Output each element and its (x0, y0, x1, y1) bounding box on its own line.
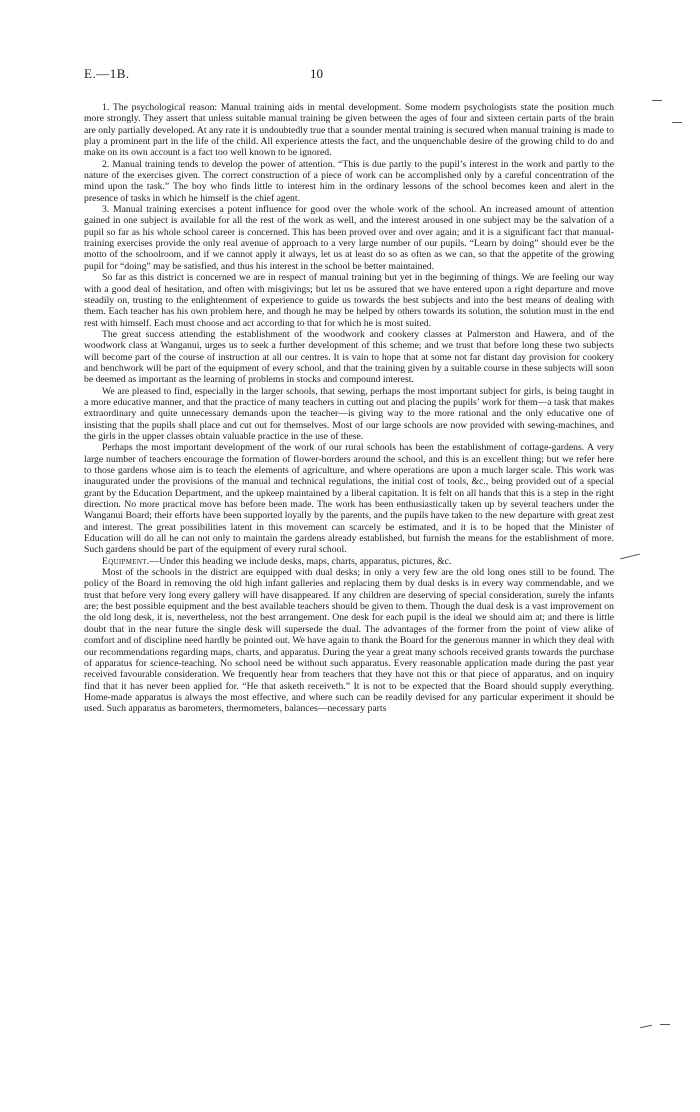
margin-mark (620, 554, 640, 560)
paragraph-desks-apparatus: Most of the schools in the district are equipped with dual desks; in only a very few are the old long ones still to be found. The policy of the Board in removing the old high infant galleries and replacing them by dual desks is in every way commendable, and we trust that before very long every gallery will have disappeared. If any children are deserving of special consideration, surely the infants are; the best possible equipment and the best available teachers should be given to them. Though the dual desk is a vast improvement on the old long desk, it is, nevertheless, not the best arrangement. One desk for each pupil is the ideal we should aim at; and there is little doubt that in the near future the single desk will supersede the dual. The advantages of the former from the point of view alike of comfort and of discipline need hardly be pointed out. We have again to thank the Board for the generous manner in which they deal with our recommendations regarding maps, charts, and apparatus. During the year a great many schools received grants towards the purchase of apparatus for science-teaching. No school need be without such apparatus. Every reasonable application made during the past year received favourable consideration. We frequently hear from teachers that they have not this or that piece of apparatus, and on inquiry find that it has never been applied for. “He that asketh receiveth.” It is not to be expected that the Board should supply everything. Home-made apparatus is always the most effective, and where such can be readily devised for any particular experiment it should be used. Such apparatus as barometers, thermometers, balances—necessary parts (84, 567, 614, 715)
paragraph-attention: 2. Manual training tends to develop the power of attention. “This is due partly to the pupil’s interest in the work and partly to the nature of the exercises given. The correct construction of a piece of work can be accomplished only by a careful concentration of the mind upon the task.” The boy who finds little to interest him in the ordinary lessons of the school becomes keen and alert in the presence of tasks in which he himself is the chief agent. (84, 158, 614, 204)
paragraph-cottage-gardens: Perhaps the most important development of the work of our rural schools has been the establishment of cottage-gardens. A very large number of teachers encourage the formation of flower-borders around the school, and this is an excellent thing; but we refer here to those gardens whose aim is to teach the elements of agriculture, and where operations are upon a much larger scale. This work was inaugurated under the provisions of the manual and technical regulations, the initial cost of tools, &c., being provided out of a special grant by the Education Department, and the upkeep maintained by a liberal capitation. It is felt on all hands that this is a step in the right direction. No more practical move has before been made. The work has been enthusiastically taken up by several teachers under the Wanganui Board; their efforts have been supported loyally by the parents, and the pupils have taken to the new departure with great zest and interest. The great possibilities latent in this movement can scarcely be estimated, and it is to be hoped that the Minister of Education will do all he can not only to maintain the gardens already established, but furnish the means for the establishment of more. Such gardens should be part of the equipment of every rural school. (84, 442, 614, 556)
paragraph-psychological-reason: 1. The psychological reason: Manual training aids in mental development. Some modern psychologists state the position much more strongly. They assert that unless suitable manual training be given between the ages of four and sixteen certain parts of the brain are only partially developed. At any rate it is undoubtedly true that a sounder mental training is secured when manual training is made to play a prominent part in the life of the child. All experience attests the fact, and the unquenchable desire of the growing child to do and make on its own account is a fact too well known to be ignored. (84, 102, 614, 159)
page-number: 10 (310, 66, 323, 81)
paragraph-influence: 3. Manual training exercises a potent influence for good over the whole work of the school. An increased amount of attention gained in one subject is available for all the rest of the work as well, and the interest aroused in one subject may be the salvation of a pupil so far as his whole school career is concerned. This has been proved over and over again; and it is a significant fact that manual-training exercises provide the only real avenue of approach to a very large number of our pupils. “Learn by doing” should ever be the motto of the schoolroom, and if we cannot apply it always, let us at least do so as often as we can, so that the appetite of the growing pupil for “doing” may be satisfied, and thus his interest in the school be better maintained. (84, 204, 614, 272)
paragraph-sewing: We are pleased to find, especially in the larger schools, that sewing, perhaps the most important subject for girls, is being taught in a more educative manner, and that the practice of many teachers in cutting out and placing the pupils’ work for them—a task that makes extraordinary and quite unnecessary demands upon the teacher—is giving way to the more rational and the only educative one of insisting that the pupils shall place and cut out for themselves. Most of our large schools are now provided with sewing-machines, and the girls in the upper classes obtain valuable practice in the use of these. (84, 385, 614, 442)
margin-mark (640, 1025, 652, 1028)
equipment-heading: Equipment. (102, 555, 150, 567)
paragraph-woodwork-cookery: The great success attending the establishment of the woodwork and cookery classes at Palmerston and Hawera, and of the woodwork class at Wanganui, urges us to seek a further development of this scheme; and we trust that before long these two subjects will become part of the course of instruction at all our centres. It is vain to hope that at some not far distant day provision for cookery and benchwork will be part of the equipment of every school, and that the training given by a suitable course in these subjects will soon be deemed as important as the learning of problems in stocks and compound interest. (84, 328, 614, 386)
margin-mark (652, 100, 662, 101)
paragraph-district-beginning: So far as this district is concerned we are in respect of manual training but yet in the beginning of things. We are feeling our way with a good deal of hesitation, and often with misgivings; but let us be assured that we have entered upon a right departure and move steadily on, trusting to the enlightenment of experience to guide us towards the best subjects and into the best means of dealing with them. Each teacher has his own problem here, and though he may be helped by others towards its solution, the solution must in the end rest with himself. Each must choose and act according to that for which he is most suited. (84, 272, 614, 329)
document-page (84, 66, 614, 715)
margin-mark (672, 122, 682, 123)
equipment-intro: —Under this heading we include desks, maps, charts, apparatus, pictures, &c. (149, 555, 452, 567)
report-reference: E.—1B. (84, 66, 130, 81)
paragraph-equipment (84, 556, 614, 567)
page-header (84, 66, 614, 86)
margin-mark (660, 1024, 670, 1025)
body-text (84, 102, 614, 715)
